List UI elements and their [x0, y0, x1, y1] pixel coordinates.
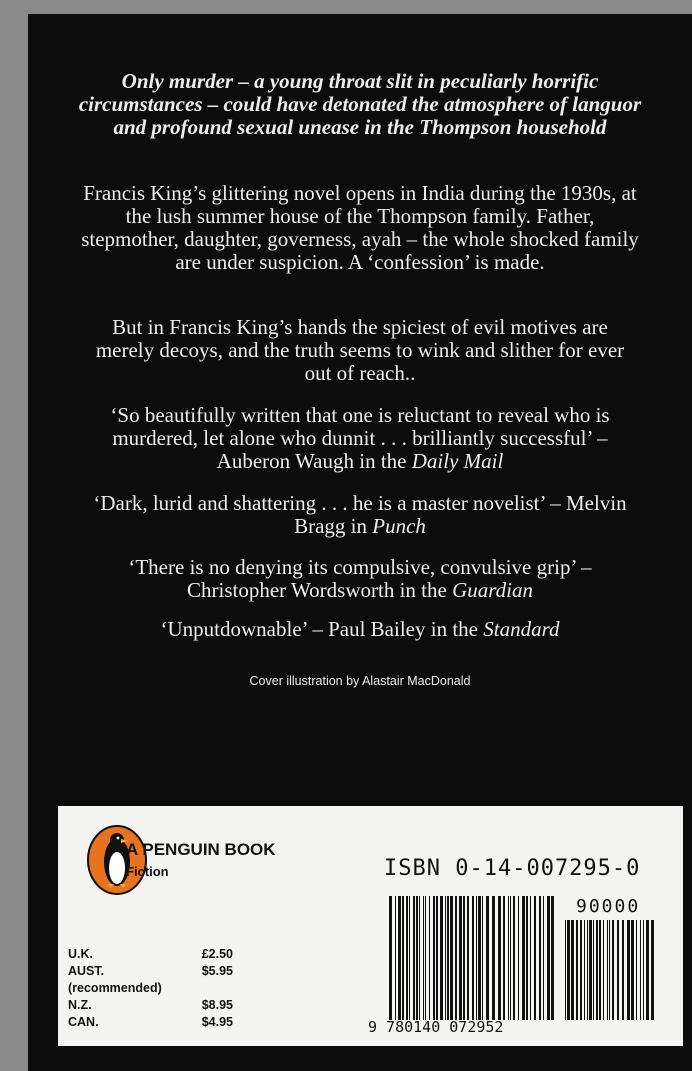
barcode-bar [643, 920, 644, 1020]
price-list [68, 946, 233, 1031]
price-row: (recommended) [68, 981, 162, 995]
barcode-bar [492, 896, 495, 1020]
barcode-bar [459, 896, 462, 1020]
barcode-bar [508, 896, 509, 1020]
barcode-bar [425, 896, 426, 1020]
barcode-bar [445, 896, 446, 1020]
barcode-bar [419, 896, 420, 1020]
back-cover [28, 14, 692, 1071]
review-quote-2: ‘Dark, lurid and shattering . . . he is a master novelist’ – Melvin Bragg in Punch [93, 491, 627, 538]
barcode-bar [389, 896, 392, 1020]
isbn-barcode [388, 896, 556, 1020]
barcode-bar [612, 920, 614, 1020]
synopsis-paragraph-1: Francis King’s glittering novel opens in India during the 1930s, at the lush summer house of the Thompson family. Father, stepmother, daughter, governess, ayah – the whole shocked family are under suspicion. A ‘confession’ is made. [81, 181, 639, 274]
barcode-bar [472, 896, 474, 1020]
barcode-bar [503, 896, 505, 1020]
barcode-bar [402, 896, 404, 1020]
price-barcode-label [58, 806, 683, 1046]
barcode-bar [547, 896, 550, 1020]
barcode-digits: 9 780140 072952 [368, 1018, 504, 1036]
review-quote-4: ‘Unputdownable’ – Paul Bailey in the Standard [160, 617, 560, 641]
barcode-bar [510, 896, 511, 1020]
barcode-bar [406, 896, 408, 1020]
barcode-bar [636, 920, 637, 1020]
barcode-bar [423, 896, 424, 1020]
barcode-bar [416, 896, 418, 1020]
barcode-bar [609, 920, 610, 1020]
isbn-text: ISBN 0-14-007295-0 [384, 856, 641, 881]
barcode-bar [429, 896, 430, 1020]
barcode-bar [498, 896, 501, 1020]
publisher-label: A PENGUIN BOOK [126, 840, 276, 859]
barcode-bar [455, 896, 457, 1020]
barcode-bar [522, 896, 525, 1020]
barcode-bar [413, 896, 415, 1020]
addon-barcode [564, 920, 656, 1020]
barcode-bar [603, 920, 604, 1020]
barcode-bar [617, 920, 619, 1020]
barcode-bar [599, 920, 601, 1020]
barcode-bar [530, 896, 531, 1020]
barcode-bar [447, 896, 449, 1020]
barcode-bar [576, 920, 578, 1020]
price-row: CAN. $4.95 [68, 1015, 233, 1029]
review-quote-3: ‘There is no denying its compulsive, convulsive grip’ – Christopher Wordsworth in the Guardian [128, 555, 592, 602]
barcode-bar [607, 920, 608, 1020]
barcode-bar [565, 920, 566, 1020]
synopsis-paragraph-2: But in Francis King’s hands the spiciest of evil motives are merely decoys, and the truth seems to wink and slither for ever out of reach.. [95, 315, 625, 385]
barcode-bar [478, 896, 481, 1020]
intro-blurb: Only murder – a young throat slit in peculiarly horrific circumstances – could have detonated the atmosphere of languor and profound sexual unease in the Thompson household [78, 69, 642, 139]
addon-code: 90000 [576, 896, 641, 917]
barcode-bar [646, 920, 649, 1020]
barcode-bar [551, 896, 554, 1020]
barcode-bar [482, 896, 483, 1020]
barcode-bar [631, 920, 634, 1020]
barcode-bar [395, 896, 396, 1020]
barcode-bar [539, 896, 541, 1020]
barcode-bar [526, 896, 528, 1020]
price-row: AUST. $5.95 [68, 964, 233, 978]
barcode-bar [513, 896, 515, 1020]
barcode-bar [518, 896, 519, 1020]
barcode-bar [440, 896, 443, 1020]
barcode-bar [587, 920, 588, 1020]
price-row: N.Z. $8.95 [68, 998, 233, 1012]
barcode-bar [463, 896, 465, 1020]
barcode-bar [543, 896, 544, 1020]
barcode-bar [450, 896, 453, 1020]
barcode-bar [433, 896, 435, 1020]
barcode-bar [589, 920, 592, 1020]
illustration-credit: Cover illustration by Alastair MacDonald [249, 674, 471, 688]
barcode-bar [486, 896, 489, 1020]
barcode-bar [622, 920, 624, 1020]
barcode-bar [640, 920, 641, 1020]
price-row: U.K. £2.50 [68, 947, 233, 961]
barcode-bar [567, 920, 570, 1020]
barcode-bar [584, 920, 585, 1020]
barcode-bar [571, 920, 574, 1020]
barcode-bar [596, 920, 598, 1020]
barcode-bar [534, 896, 536, 1020]
barcode-bar [467, 896, 469, 1020]
barcode-bar [436, 896, 438, 1020]
barcode-bar [409, 896, 410, 1020]
barcode-bar [593, 920, 594, 1020]
category-label: Fiction [126, 864, 169, 879]
barcode-bar [476, 896, 477, 1020]
review-quote-1: ‘So beautifully written that one is reluctant to reveal who is murdered, let alone who dunnit . . . brilliantly successful’ – Auberon Waugh in the Daily Mail [110, 403, 610, 473]
barcode-bar [580, 920, 582, 1020]
barcode-bar [627, 920, 630, 1020]
penguin-logo-icon [86, 824, 148, 896]
barcode-bar [398, 896, 401, 1020]
barcode-bar [651, 920, 654, 1020]
